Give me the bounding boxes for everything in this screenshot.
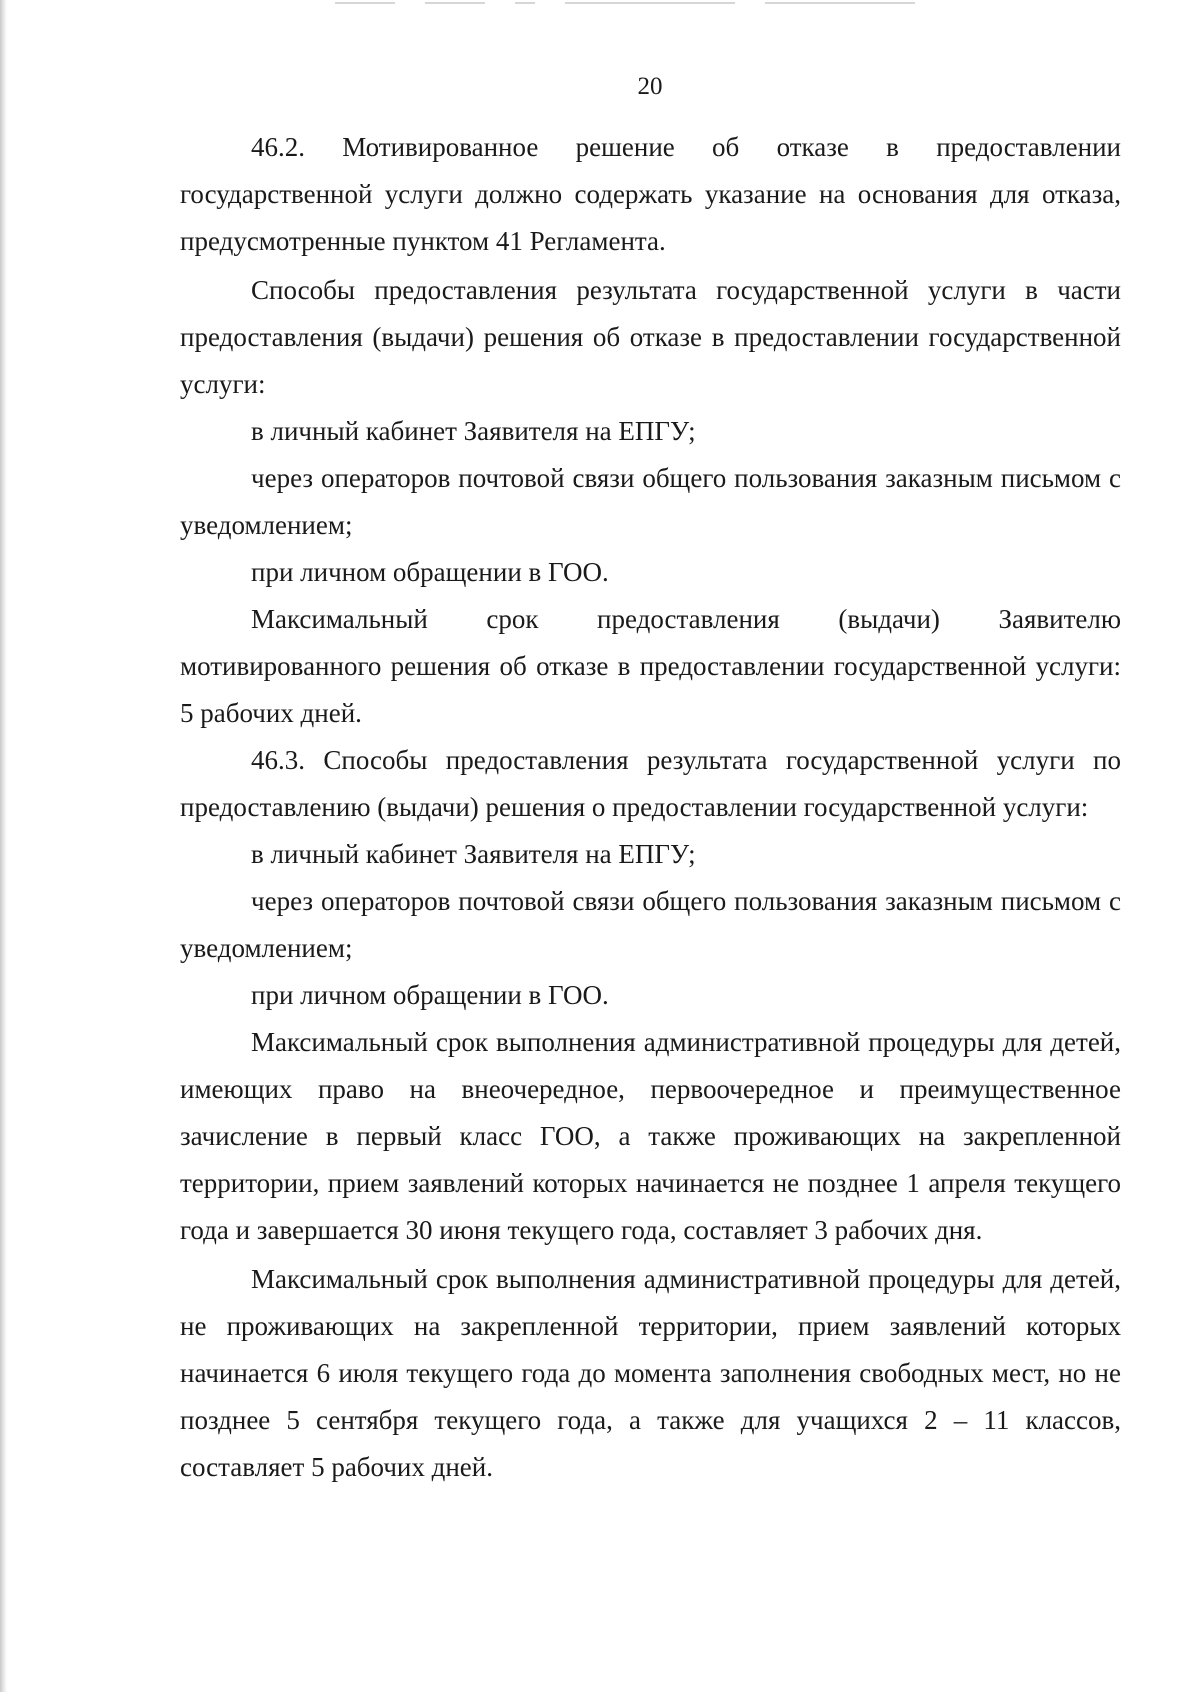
list-item-personal-visit-2: при личном обращении в ГОО. (251, 980, 609, 1010)
document-body (180, 124, 1121, 1491)
list-item-personal-visit: при личном обращении в ГОО. (251, 557, 609, 587)
paragraph-max-term-priority: Максимальный срок выполнения административной процедуры для детей, имеющих право на внеочередное, первоочередное и преимущественное зачисление в первый класс ГОО, а также проживающих на закрепленной территории, прием заявлений которых начинается не позднее 1 апреля текущего года и завершается 30 июня текущего года, составляет 3 рабочих дня. (180, 1027, 1121, 1245)
paragraph-46-2: 46.2. Мотивированное решение об отказе в предоставлении государственной услуги должно содержать указание на основания для отказа, предусмотренные пунктом 41 Регламента. (180, 132, 1121, 256)
scan-edge-shadow (0, 0, 7, 1692)
paragraph-result-methods-refusal: Способы предоставления результата государственной услуги в части предоставления (выдачи) решения об отказе в предоставлении государственной услуги: (180, 275, 1121, 399)
paragraph-max-term-non-resident: Максимальный срок выполнения административной процедуры для детей, не проживающих на закрепленной территории, прием заявлений которых начинается 6 июля текущего года до момента заполнения свободных мест, но не позднее 5 сентября текущего года, а также для учащихся 2 – 11 классов, составляет 5 рабочих дней. (180, 1264, 1121, 1482)
paragraph-max-term-refusal: Максимальный срок предоставления (выдачи) Заявителю мотивированного решения об отказе в предоставлении государственной услуги: 5 рабочих дней. (180, 604, 1121, 728)
list-item-postal-mail-2: через операторов почтовой связи общего пользования заказным письмом с уведомлением; (180, 886, 1121, 963)
scan-top-marks (335, 2, 1035, 6)
page-number: 20 (637, 73, 663, 100)
paragraph-46-3: 46.3. Способы предоставления результата государственной услуги по предоставлению (выдачи) решения о предоставлении государственной услуги: (180, 745, 1121, 822)
list-item-epgu-cabinet: в личный кабинет Заявителя на ЕПГУ; (251, 416, 696, 446)
list-item-epgu-cabinet-2: в личный кабинет Заявителя на ЕПГУ; (251, 839, 696, 869)
list-item-postal-mail: через операторов почтовой связи общего пользования заказным письмом с уведомлением; (180, 463, 1121, 540)
